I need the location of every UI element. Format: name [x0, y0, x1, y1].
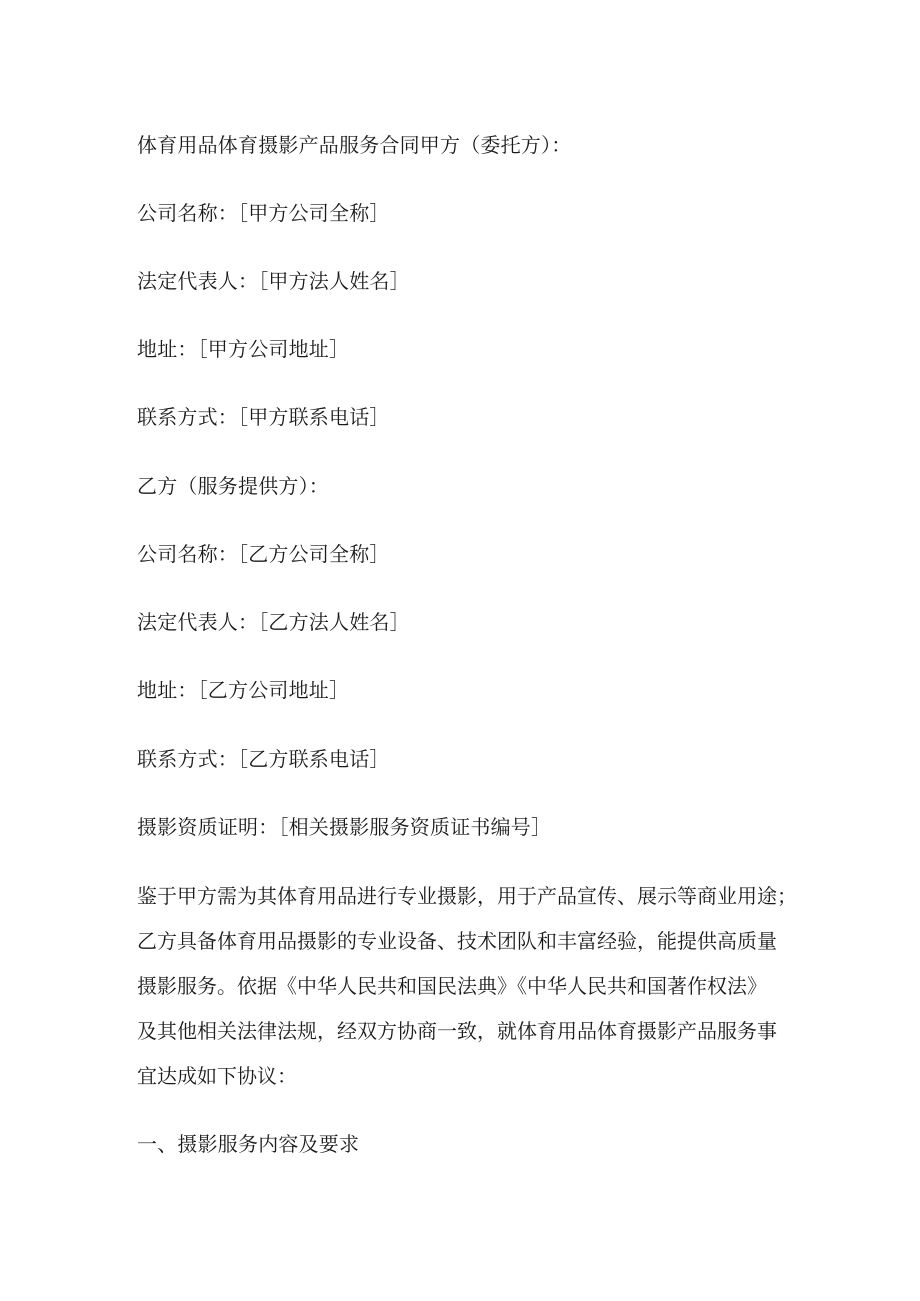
party-a-legal-representative: 法定代表人：［甲方法人姓名］	[137, 269, 410, 293]
preamble-line: 及其他相关法律法规，经双方协商一致，就体育用品体育摄影产品服务事	[137, 1019, 777, 1043]
party-a-contact: 联系方式：［甲方联系电话］	[137, 405, 390, 429]
contract-title-line: 体育用品体育摄影产品服务合同甲方（委托方）：	[137, 133, 572, 157]
party-a-address: 地址：［甲方公司地址］	[137, 337, 350, 361]
party-b-legal-representative: 法定代表人：［乙方法人姓名］	[137, 610, 410, 634]
party-b-address: 地址：［乙方公司地址］	[137, 678, 350, 702]
party-b-qualification: 摄影资质证明：［相关摄影服务资质证书编号］	[137, 815, 552, 839]
preamble-line: 宜达成如下协议：	[137, 1064, 297, 1088]
party-a-company-name: 公司名称：［甲方公司全称］	[137, 201, 390, 225]
party-b-contact: 联系方式：［乙方联系电话］	[137, 747, 390, 771]
preamble-line: 摄影服务。依据《中华人民共和国民法典》《中华人民共和国著作权法》	[137, 974, 767, 998]
section-heading-1: 一、摄影服务内容及要求	[137, 1132, 360, 1156]
party-b-heading: 乙方（服务提供方）：	[137, 474, 329, 498]
preamble-line: 鉴于甲方需为其体育用品进行专业摄影，用于产品宣传、展示等商业用途；	[137, 884, 797, 908]
preamble-paragraph	[137, 880, 807, 1105]
preamble-line: 乙方具备体育用品摄影的专业设备、技术团队和丰富经验，能提供高质量	[137, 929, 777, 953]
party-b-company-name: 公司名称：［乙方公司全称］	[137, 542, 390, 566]
